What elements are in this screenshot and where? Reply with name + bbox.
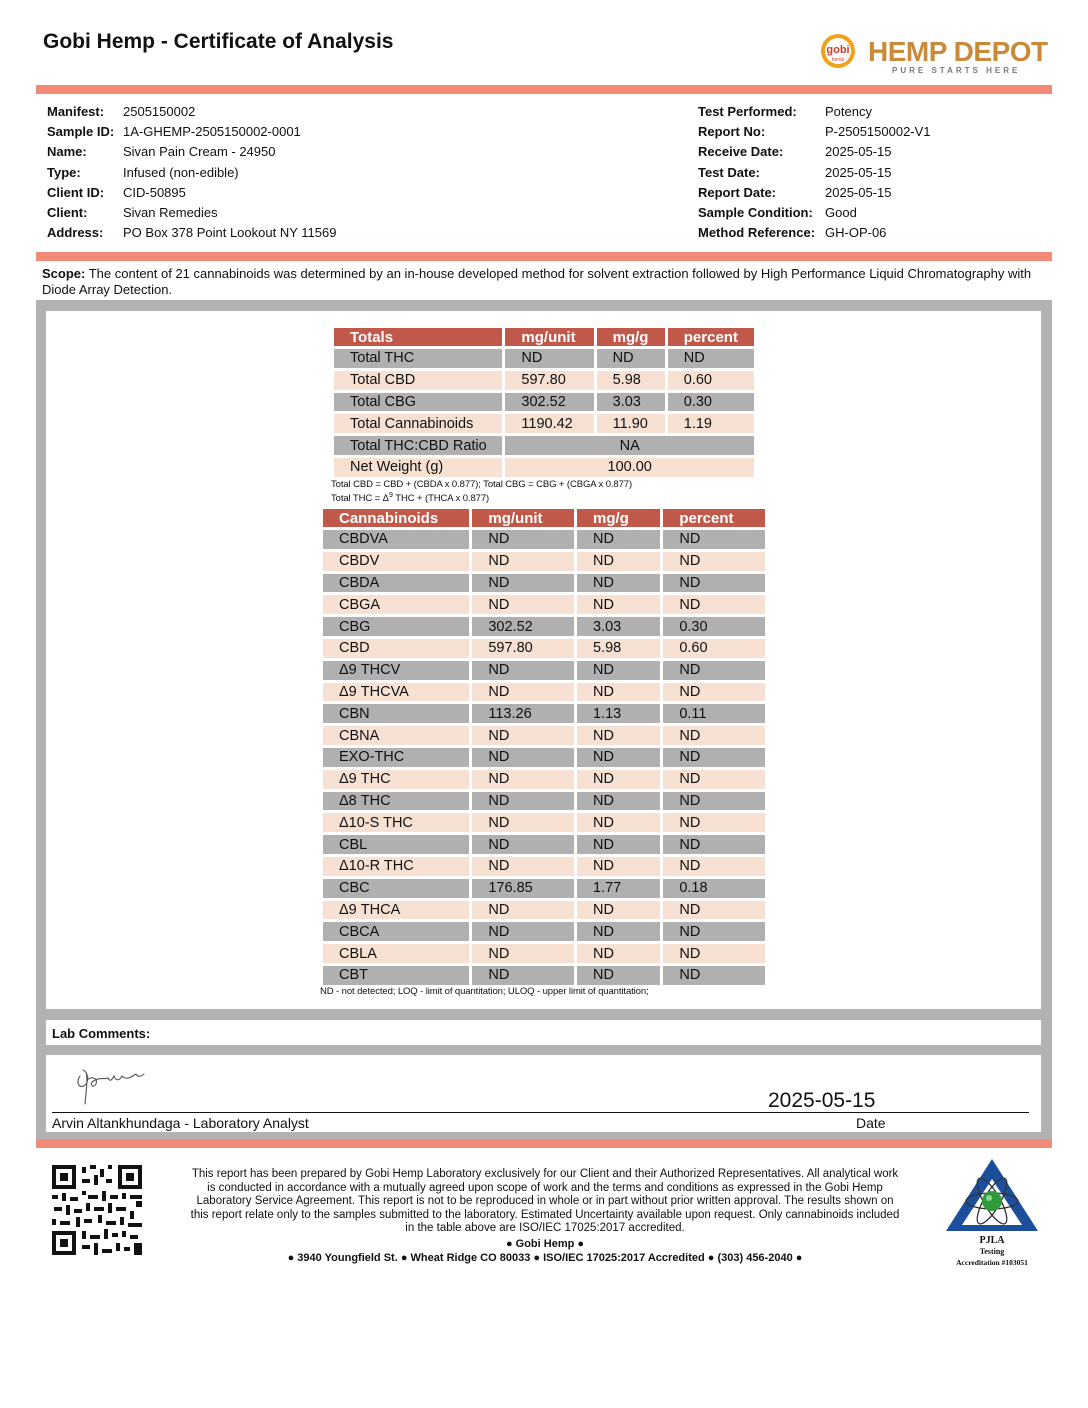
date-label: Date: [856, 1115, 886, 1131]
analyst-name: Arvin Altankhundaga - Laboratory Analyst: [52, 1115, 309, 1131]
document-title: Gobi Hemp - Certificate of Analysis: [43, 30, 394, 53]
table-row: Δ9 THCVA ND ND ND: [323, 683, 765, 702]
table-row: Δ10-S THC ND ND ND: [323, 813, 765, 832]
thc-formula-note: Total THC = $\Delta^9$ THC + (THCA x 0.877): [331, 492, 490, 505]
table-row: Total THC ND ND ND: [334, 349, 754, 368]
table-header-row: [323, 509, 765, 527]
table-row: CBN 113.26 1.13 0.11: [323, 704, 765, 723]
table-row: CBCA ND ND ND: [323, 922, 765, 941]
address-line: ● 3940 Youngfield St. ● Wheat Ridge CO 80033 ● ISO/IEC 17025:2017 Accredited ● (303) 456-2040 ●: [287, 1251, 803, 1264]
footer-accent-bar: [36, 1139, 1052, 1148]
cannabinoid-table: [320, 506, 768, 988]
table-row: CBT ND ND ND: [323, 966, 765, 985]
svg-text:gobi: gobi: [826, 44, 850, 56]
signature-date: 2025-05-15: [768, 1089, 876, 1112]
header-percent: percent: [663, 509, 765, 527]
table-header-row: [334, 328, 754, 346]
ratio-row: Total THC:CBD Ratio NA: [334, 436, 754, 455]
table-row: CBDA ND ND ND: [323, 574, 765, 593]
scope-paragraph: [42, 266, 1042, 297]
lab-comments-label: Lab Comments:: [52, 1026, 151, 1041]
company-contact: [190, 1238, 900, 1265]
table-row: Δ8 THC ND ND ND: [323, 792, 765, 811]
svg-text:HEMP DEPOT: HEMP DEPOT: [868, 36, 1048, 67]
qr-code-icon[interactable]: [52, 1165, 142, 1255]
sample-info-left: Manifest: 2505150002 Sample ID: 1A-GHEMP-2505150002-0001 Name: Sivan Pain Cream - 24950 Type: Infused (non-edible) Client ID: CID-50895 Client: Sivan Remedies Address: PO Box 378 Point Lookout NY 11569: [47, 104, 337, 241]
totals-table: [331, 325, 757, 480]
header-mg-unit: mg/unit: [505, 328, 593, 346]
table-row: Δ10-R THC ND ND ND: [323, 857, 765, 876]
table-row: Total Cannabinoids 1190.42 11.90 1.19: [334, 414, 754, 433]
header-percent: percent: [668, 328, 754, 346]
scope-label: Scope:: [42, 266, 86, 281]
header-totals: Totals: [334, 328, 502, 346]
disclaimer-text: This report has been prepared by Gobi Hemp Laboratory exclusively for our Client and their Authorized Representatives. All analytical work is conducted in accordance with a mutually agreed upon scope of work and the terms and conditions as expressed in the Gobi Hemp Laboratory Service Agreement. This report is not to be reproduced in whole or in part without prior written approval. The results shown on this report relate only to the samples submitted to the laboratory. Estimated Uncertainty available upon request. Only cannabinoids included in the table above are ISO/IEC 17025:2017 accredited.: [190, 1168, 900, 1235]
table-row: CBNA ND ND ND: [323, 726, 765, 745]
pjla-accreditation-logo: [944, 1157, 1040, 1269]
sample-info-right: Test Performed: Potency Report No: P-2505150002-V1 Receive Date: 2025-05-15 Test Date: 2025-05-15 Report Date: 2025-05-15 Sample Condition: Good Method Reference: GH-OP-06: [698, 104, 931, 241]
table-row: Δ9 THC ND ND ND: [323, 770, 765, 789]
header-mg-g: mg/g: [577, 509, 660, 527]
table-row: CBC 176.85 1.77 0.18: [323, 879, 765, 898]
svg-text:Testing: Testing: [979, 1247, 1005, 1256]
company-line: ● Gobi Hemp ●: [505, 1238, 585, 1250]
table-row: CBG 302.52 3.03 0.30: [323, 617, 765, 636]
table-row: EXO-THC ND ND ND: [323, 748, 765, 767]
totals-formula-note: Total CBD = CBD + (CBDA x 0.877); Total CBG = CBG + (CBGA x 0.877): [331, 479, 633, 490]
header-mg-unit: mg/unit: [472, 509, 574, 527]
header-mg-g: mg/g: [597, 328, 665, 346]
table-row: Δ9 THCV ND ND ND: [323, 661, 765, 680]
table-row: Δ9 THCA ND ND ND: [323, 901, 765, 920]
table-row: CBD 597.80 5.98 0.60: [323, 639, 765, 658]
net-weight-row: Net Weight (g) 100.00: [334, 458, 754, 477]
hemp-depot-logo: [818, 30, 1050, 78]
svg-text:PJLA: PJLA: [979, 1235, 1005, 1246]
table-row: Total CBD 597.80 5.98 0.60: [334, 371, 754, 390]
header-cannabinoids: Cannabinoids: [323, 509, 469, 527]
table-row: CBLA ND ND ND: [323, 944, 765, 963]
table-row: CBDV ND ND ND: [323, 552, 765, 571]
table-row: Total CBG 302.52 3.03 0.30: [334, 393, 754, 412]
signature-line: [52, 1112, 1029, 1113]
lab-comments-box: [46, 1020, 1041, 1045]
svg-text:hemp: hemp: [831, 57, 845, 63]
info-accent-bar: [36, 252, 1052, 261]
svg-text:PURE STARTS HERE: PURE STARTS HERE: [892, 66, 1021, 75]
table-row: CBL ND ND ND: [323, 835, 765, 854]
table-row: CBDVA ND ND ND: [323, 530, 765, 549]
abbreviation-note: ND - not detected; LOQ - limit of quantitation; ULOQ - upper limit of quantitation;: [320, 986, 649, 997]
svg-text:Accreditation #103051: Accreditation #103051: [956, 1258, 1028, 1267]
analyst-signature: [70, 1058, 152, 1108]
header-accent-bar: [36, 85, 1052, 94]
table-row: CBGA ND ND ND: [323, 595, 765, 614]
scope-text: The content of 21 cannabinoids was determined by an in-house developed method for solvent extraction followed by High Performance Liquid Chromatography with Diode Array Detection.: [42, 266, 1032, 297]
